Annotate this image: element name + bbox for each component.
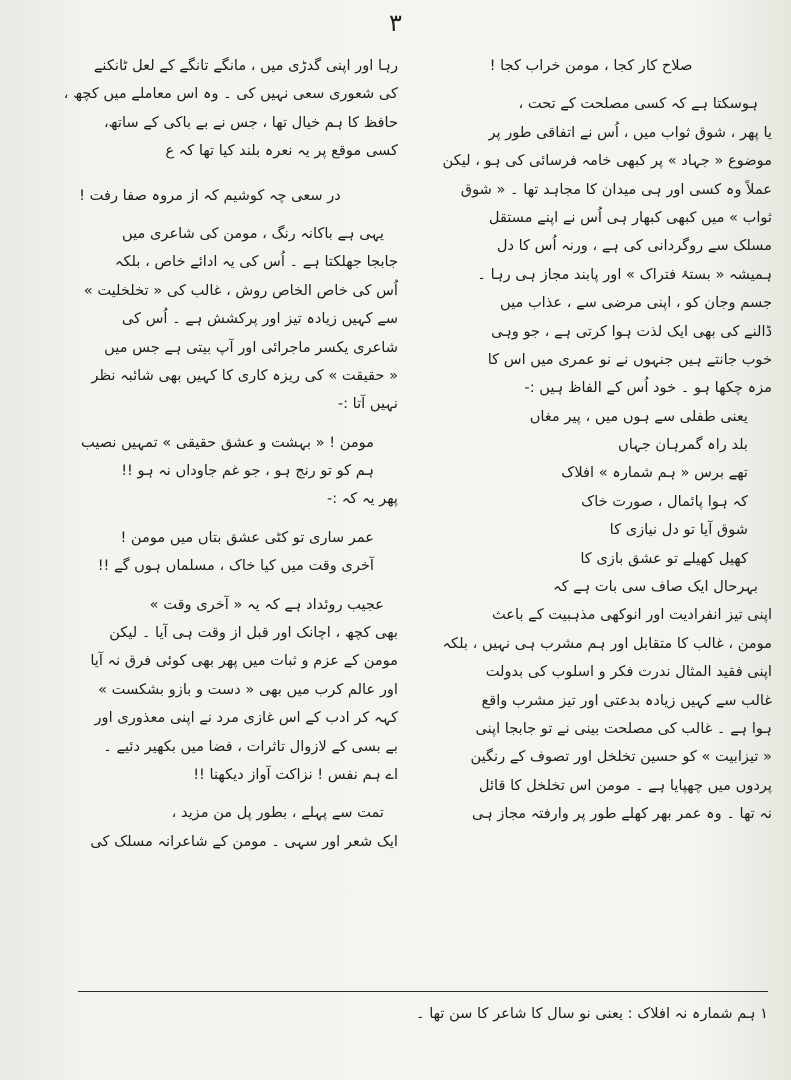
verse-line: مومن ! « بہشت و عشق حقیقی » تمہیں نصیب: [80, 433, 374, 451]
text-line: پردوں میں چھپایا ہے ۔ مومن اس تخلخل کا قائل: [478, 776, 772, 794]
verse-line: ہم کو تو رنج ہو ، جو غم جاوداں نہ ہو !!: [121, 462, 374, 480]
text-line: ہمیشہ « بستۂ فتراک » اور پابند مجاز ہی رہا ۔: [477, 265, 772, 283]
text-line: مومن کے عزم و ثبات میں پھر بھی کوئی فرق نہ آیا: [90, 652, 398, 670]
text-line: شاعری یکسر ماجرائی اور آپ بیتی ہے جس میں: [104, 338, 398, 356]
text-line: مسلک سے روگردانی کی ہے ، ورنہ اُس کا دل: [496, 237, 772, 255]
text-line: رہا اور اپنی گدڑی میں ، مانگے تانگے کے لعل ٹانکنے: [93, 57, 398, 74]
left-column: [22, 52, 398, 856]
text-line: اپنی تیز انفرادیت اور انوکھی مذہبیت کے باعث: [491, 606, 772, 624]
verse-line: شوق آیا تو دل نیازی کا: [609, 521, 748, 539]
text-line: سے کہیں زیادہ تیز اور پرکشش ہے ۔ اُس کی: [121, 310, 398, 328]
text-line: نہ تھا ۔ وہ عمر بھر کھلے طور پر وارفتہ مجاز ہی: [472, 805, 772, 823]
verse-line: کھیل کھیلے تو عشق بازی کا: [580, 549, 748, 567]
text-line: کی شعوری سعی نہیں کی ۔ وہ اس معاملے میں کچھ ،: [63, 85, 398, 103]
text-line: حافظ کا ہم خیال تھا ، جس نے بے باکی کے ساتھ،: [103, 113, 398, 131]
text-line: بہرحال ایک صاف سی بات ہے کہ: [553, 578, 758, 596]
text-line: « تیزابیت » کو حسین تخلخل اور تصوف کے رنگین: [470, 748, 772, 766]
text-line: کہہ کر ادب کے اس غازی مرد نے اپنی معذوری اور: [94, 709, 398, 727]
footnote-divider: [78, 991, 768, 992]
text-line: موضوع « جہاد » پر کبھی خامہ فرسائی کی ہو ، لیکن: [442, 152, 772, 170]
verse-line: عمر ساری تو کٹی عشق بتاں میں مومن !: [120, 528, 374, 546]
footnote: ۱ ہم شمارہ نہ افلاک : یعنی نو سال کا شاعر کا سن تھا ۔: [416, 1005, 768, 1022]
verse-line: یعنی طفلی سے ہوں میں ، پیر مغاں: [529, 407, 748, 425]
text-line: جابجا جھلکتا ہے ۔ اُس کی یہ ادائے خاص ، بلکہ: [114, 253, 398, 271]
text-line: اپنی فقید المثال ندرت فکر و اسلوب کی بدولت: [485, 663, 772, 681]
verse-line: کہ ہوا پائمال ، صورت خاک: [581, 492, 748, 510]
text-line: ایک شعر اور سہی ۔ مومن کے شاعرانہ مسلک کی: [90, 832, 398, 850]
text-line: اے ہم نفس ! نزاکت آواز دیکھنا !!: [193, 765, 398, 783]
text-line: ثواب » میں کبھی کبھار ہی اُس نے اپنے مستقل: [488, 208, 772, 226]
text-line: صلاح کار کجا ، مومن خراب کجا !: [489, 57, 693, 74]
text-line: کسی موقع پر یہ نعرہ بلند کیا تھا کہ ع: [165, 142, 398, 160]
right-column: [410, 52, 772, 829]
text-line: مزہ چکھا ہو ۔ خود اُس کے الفاظ ہیں :-: [524, 379, 772, 397]
text-line: خوب جانتے ہیں جنہوں نے نو عمری میں اس کا: [487, 350, 772, 368]
text-line: عجیب روئداد ہے کہ یہ « آخری وقت »: [149, 595, 384, 613]
text-line: غالب سے کہیں زیادہ بدعتی اور تیز مشرب واقع: [481, 691, 772, 709]
persian-quote-line: در سعی چہ کوشیم کہ از مروہ صفا رفت !: [79, 186, 341, 204]
text-line: بے بسی کے لازوال تاثرات ، فضا میں بکھیر دئیے ۔: [103, 737, 398, 755]
text-line: نہیں آتا :-: [337, 395, 398, 413]
text-line: یہی ہے باکانہ رنگ ، مومن کی شاعری میں: [122, 224, 384, 242]
verse-line: آخری وقت میں کیا خاک ، مسلماں ہوں گے !!: [97, 557, 374, 575]
text-line: ہوا ہے ۔ غالب کی مصلحت بینی نے تو جابجا اپنی: [475, 719, 772, 737]
text-line: عملاً وہ کسی اور ہی میدان کا مجاہد تھا ۔ « شوق: [460, 180, 772, 198]
text-line: پھر یہ کہ :-: [326, 490, 398, 508]
text-line: تمت سے پہلے ، بطور پل من مزید ،: [171, 804, 384, 822]
verse-line: تھے برس « ہم شمارہ » افلاک: [561, 464, 748, 482]
text-line: مومن ، غالب کا متقابل اور ہم مشرب ہی نہیں ، بلکہ: [442, 634, 772, 652]
page-number: ۳: [389, 9, 402, 37]
text-line: اور عالم کرب میں بھی « دست و بازو بشکست »: [98, 680, 398, 698]
text-line: ڈالنے کی بھی ایک لذت ہوا کرتی ہے ، جو وہی: [491, 322, 772, 340]
verse-line: بلد راہ گمرہان جہاں: [617, 436, 748, 454]
text-line: بھی کچھ ، اچانک اور قبل از وقت ہی آیا ۔ لیکن: [109, 624, 398, 642]
text-line: جسم وجان کو ، اپنی مرضی سے ، عذاب میں: [499, 294, 772, 312]
text-line: « حقیقت » کی ریزہ کاری کا کہیں بھی شائبہ نظر: [91, 366, 398, 384]
text-line: ہوسکتا ہے کہ کسی مصلحت کے تحت ،: [518, 95, 758, 113]
text-line: اُس کی خاص الخاص روش ، غالب کی « تخلخلیت »: [83, 281, 398, 299]
text-line: یا پھر ، شوق ثواب میں ، اُس نے اتفاقی طور پر: [488, 123, 772, 141]
